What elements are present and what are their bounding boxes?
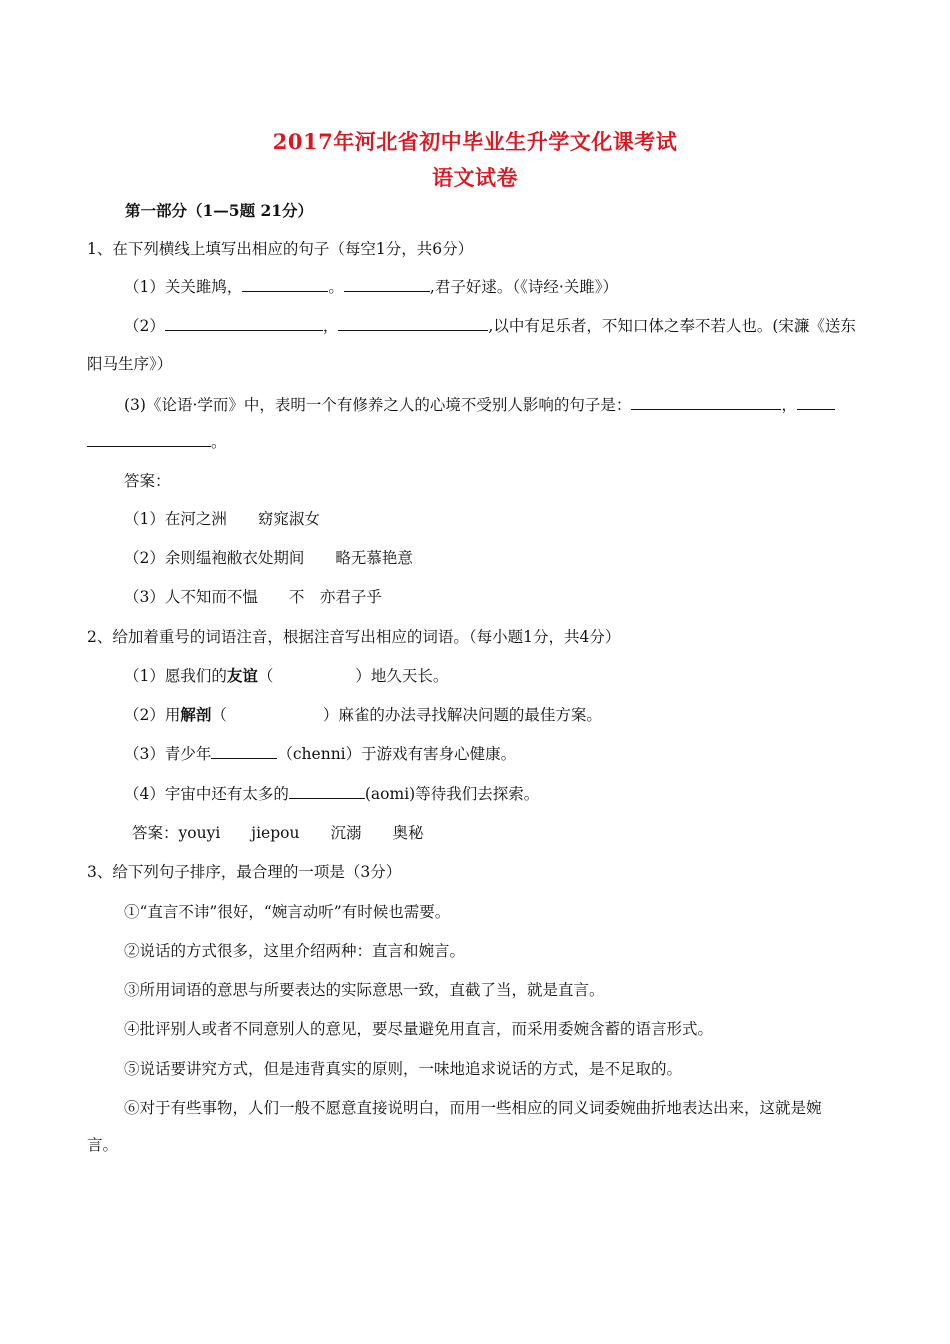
q3-sentence-4: ④批评别人或者不同意别人的意见，要尽量避免用直言，而采用委婉含蓄的语言形式。 <box>124 1020 714 1038</box>
q1-item3-blank-1 <box>631 395 781 410</box>
q2-item3-text-a: （3）青少年 <box>124 745 212 763</box>
q2-item2-word: 解剖 <box>180 705 212 724</box>
q1-item1-text-b: 。 <box>328 278 344 296</box>
part1-header: 第一部分（1—5题 21分） <box>125 201 314 220</box>
q3-stem: 3、给下列句子排序，最合理的一项是（3分） <box>87 863 402 881</box>
q1-item1-blank-2 <box>344 277 430 292</box>
q2-item4 <box>124 783 539 805</box>
q2-item2 <box>124 704 602 726</box>
q2-item1-paren-open: （ <box>257 667 274 685</box>
q1-item2-text-b: ， <box>322 317 339 335</box>
q2-item2-text-a: （2）用 <box>124 706 181 724</box>
q1-item2-blank-1 <box>165 316 323 331</box>
q1-answer-label: 答案： <box>124 472 171 490</box>
q1-item3-blank-2b <box>87 432 211 447</box>
q1-item3-cont <box>87 431 227 453</box>
q1-item1-blank-1 <box>242 277 328 292</box>
q3-sentence-3: ③所用词语的意思与所要表达的实际意思一致，直截了当，就是直言。 <box>124 981 605 999</box>
q3-sentence-1: ①“直言不讳”很好，“婉言动听”有时候也需要。 <box>124 903 451 921</box>
q1-stem: 1、在下列横线上填写出相应的句子（每空1分，共6分） <box>87 240 474 258</box>
q2-item1-text-c: ）地久天长。 <box>355 667 449 685</box>
q2-item3 <box>124 743 516 765</box>
q1-item3 <box>124 394 835 416</box>
q1-item3-text-b: ， <box>781 396 797 414</box>
q2-item3-blank <box>211 744 277 759</box>
q1-item1-text-c: ,君子好逑。（《诗经·关雎》） <box>429 278 618 296</box>
q1-item3-text-a: (3)《论语·学而》中，表明一个有修养之人的心境不受别人影响的句子是： <box>124 396 632 414</box>
q2-item4-blank <box>289 784 365 799</box>
q1-answer-2: （2）余则缊袍敝衣处期间 略无慕艳意 <box>124 549 413 567</box>
q2-item2-paren-open: （ <box>211 706 227 724</box>
q1-answer-3: （3）人不知而不愠 不 亦君子乎 <box>124 588 382 606</box>
q3-sentence-6: ⑥对于有些事物，人们一般不愿意直接说明白，而用一些相应的同义词委婉曲折地表达出来，这就是婉 <box>124 1099 822 1117</box>
q2-item1 <box>124 665 448 687</box>
q1-item3-text-c: 。 <box>211 433 227 451</box>
q2-item3-text-b: （chenni）于游戏有害身心健康。 <box>277 745 517 763</box>
q3-sentence-6-cont: 言。 <box>87 1136 119 1154</box>
q2-answer: 答案：youyi jiepou 沉溺 奥秘 <box>132 824 424 842</box>
q1-item1 <box>124 276 618 298</box>
q1-item2-text-a: （2） <box>124 317 165 335</box>
exam-subtitle: 语文试卷 <box>432 165 518 190</box>
q1-item2-cont: 阳马生序》） <box>87 355 173 373</box>
q1-item2-text-c: ,以中有足乐者，不知口体之奉不若人也。(宋濂《送东 <box>488 317 856 335</box>
q2-item1-text-a: （1）愿我们的 <box>124 667 227 685</box>
q3-sentence-5: ⑤说话要讲究方式，但是违背真实的原则，一味地追求说话的方式，是不足取的。 <box>124 1060 683 1078</box>
q2-item1-word: 友谊 <box>226 666 258 685</box>
q1-item1-text-a: （1）关关雎鸠， <box>124 278 243 296</box>
exam-title: 2017年河北省初中毕业生升学文化课考试 <box>272 129 678 154</box>
q1-item3-blank-2a <box>797 395 835 410</box>
q2-item4-text-a: （4）宇宙中还有太多的 <box>124 785 289 803</box>
q2-item2-text-c: ）麻雀的办法寻找解决问题的最佳方案。 <box>322 706 602 724</box>
q1-answer-1: （1）在河之洲 窈窕淑女 <box>124 510 320 528</box>
q2-item4-text-b: (aomi)等待我们去探索。 <box>364 785 540 803</box>
q2-stem: 2、给加着重号的词语注音，根据注音写出相应的词语。（每小题1分，共4分） <box>87 628 621 646</box>
q1-item2-blank-2 <box>338 316 488 331</box>
q1-item2 <box>124 315 856 337</box>
q3-sentence-2: ②说话的方式很多，这里介绍两种：直言和婉言。 <box>124 942 466 960</box>
